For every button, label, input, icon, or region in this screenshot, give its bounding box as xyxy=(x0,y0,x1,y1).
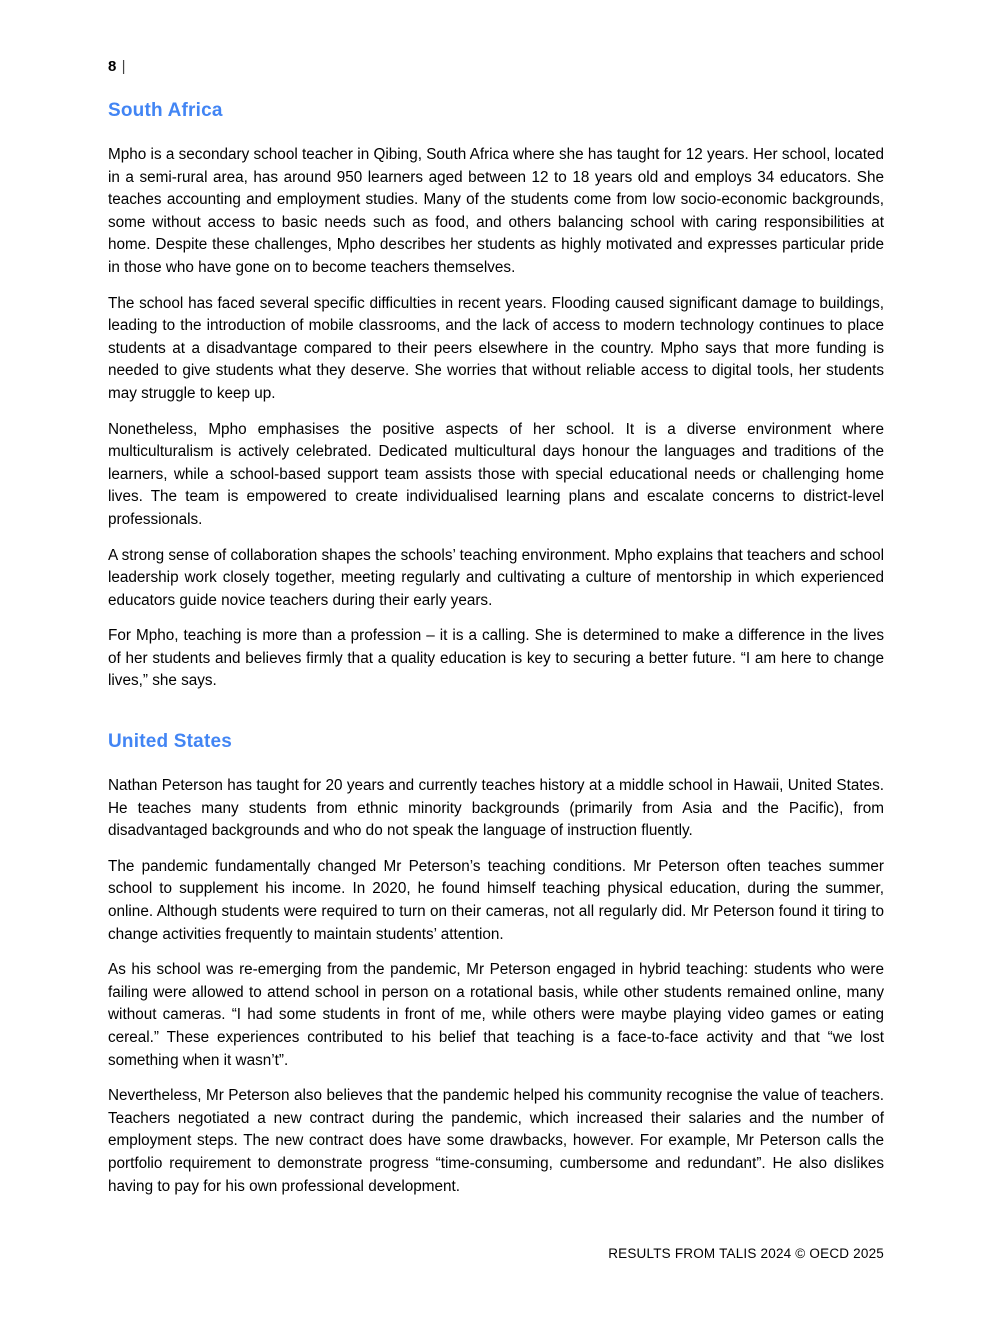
section-heading-united-states: United States xyxy=(108,731,233,753)
sa-paragraph-2: The school has faced several specific difficulties in recent years. Flooding caused significant damage to buildings, leading to the introduction of mobile classrooms, and the lack of access to modern technology continues to place students at a disadvantage compared to their peers elsewhere in the country. Mpho says that more funding is needed to give students what they deserve. She worries that without reliable access to digital tools, her students may struggle to keep up. xyxy=(108,294,884,402)
page-footer: RESULTS FROM TALIS 2024 © OECD 2025 xyxy=(608,1246,884,1261)
page-number: 8 xyxy=(108,58,117,75)
sa-paragraph-3: Nonetheless, Mpho emphasises the positive aspects of her school. It is a diverse environment where multiculturalism is actively celebrated. Dedicated multicultural days honour the languages and traditions of the learners, while a school-based support team assists those with special educational needs or challenging home lives. The team is empowered to create individualised learning plans and escalate concerns to district-level professionals. xyxy=(108,420,884,528)
section-heading-south-africa: South Africa xyxy=(108,100,223,121)
us-paragraph-2: The pandemic fundamentally changed Mr Peterson’s teaching conditions. Mr Peterson often teaches summer school to supplement his income. In 2020, he found himself teaching physical education, during the summer, online. Although students were required to turn on their cameras, not all regularly did. Mr Peterson found it tiring to change activities frequently to maintain students’ attention. xyxy=(108,857,884,943)
us-paragraph-3: As his school was re-emerging from the pandemic, Mr Peterson engaged in hybrid teaching: students who were failing were allowed to attend school in person on a rotational basis, while other students remained online, many without cameras. “I had some students in front of me, while others were maybe playing video games or eating cereal.” These experiences contributed to his belief that teaching is a face-to-face activity and that “we lost something when it wasn’t”. xyxy=(108,961,884,1069)
us-paragraph-4: Nevertheless, Mr Peterson also believes that the pandemic helped his community recognise the value of teachers. Teachers negotiated a new contract during the pandemic, which increased their salaries and the number of employment steps. The new contract does have some drawbacks, however. For example, Mr Peterson calls the portfolio requirement to demonstrate progress “time-consuming, cumbersome and redundant”. He also dislikes having to pay for his own professional development. xyxy=(108,1087,884,1195)
us-paragraph-1: Nathan Peterson has taught for 20 years and currently teaches history at a middle school in Hawaii, United States. He teaches many students from ethnic minority backgrounds (primarily from Asia and the Pacific), from disadvantaged backgrounds and who do not speak the language of instruction fluently. xyxy=(108,777,884,840)
page-header xyxy=(108,58,884,78)
sa-paragraph-1: Mpho is a secondary school teacher in Qibing, South Africa where she has taught for 12 years. Her school, located in a semi-rural area, has around 950 learners aged between 12 to 18 years old and employs 34 educators. She teaches accounting and employment studies. Many of the students come from low socio-economic backgrounds, some without access to basic needs such as food, and others balancing school with caring responsibilities at home. Despite these challenges, Mpho describes her students as highly motivated and expresses particular pride in those who have gone on to become teachers themselves. xyxy=(108,146,884,276)
sa-paragraph-4: A strong sense of collaboration shapes the schools’ teaching environment. Mpho explains that teachers and school leadership work closely together, meeting regularly and cultivating a culture of mentorship in which experienced educators guide novice teachers during their early years. xyxy=(108,546,884,609)
page-number-separator: | xyxy=(121,58,126,75)
sa-paragraph-5: For Mpho, teaching is more than a profession – it is a calling. She is determined to make a difference in the lives of her students and believes firmly that a quality education is key to securing a better future. “I am here to change lives,” she says. xyxy=(108,627,884,690)
